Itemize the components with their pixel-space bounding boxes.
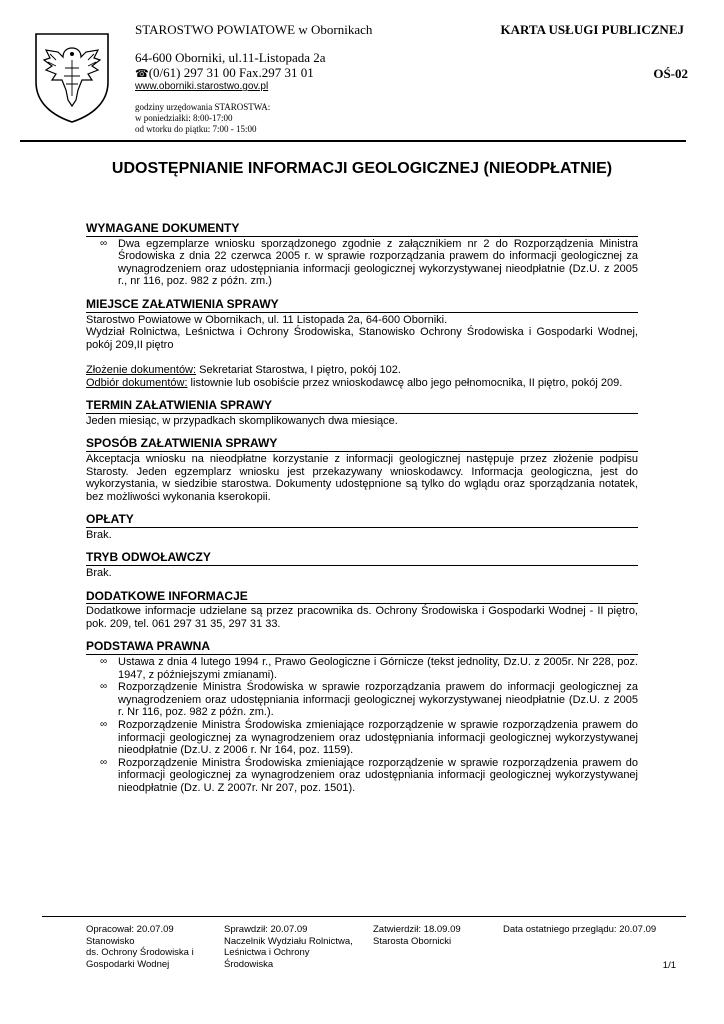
list-item-text: Rozporządzenie Ministra Środowiska zmieniające rozporządzenie w sprawie rozporządzenia prawem do informacji geologicznej za wynagrodzeniem oraz udostępniania informacji geologicznej wykorzystywanej nieodpłatnie (Dz. U. Z 2007r. Nr 207, poz. 1501). [118,756,638,794]
header-divider [20,140,686,142]
section-heading: TERMIN ZAŁATWIENIA SPRAWY [86,399,638,414]
submission-info [86,364,638,377]
footer-line: Zatwierdził: 18.09.09 [373,924,461,935]
footer-approved [373,924,493,947]
section-heading: SPOSÓB ZAŁATWIENIA SPRAWY [86,437,638,452]
section-place [86,298,638,389]
phone-icon: ☎ [135,68,149,80]
section-text: Akceptacja wniosku na nieodpłatne korzystanie z informacji geologicznej następuje przez złożenie podpisu Starosty. Jeden egzemplarz wniosku jest przekazywany wnioskodawcy. Informacja geologiczna, jest do wykorzystania, w siedzibie starostwa. Dokumenty udostępnione są tylko do wglądu oraz sporządzania notatek, bez możliwości wykonania kserokopii. [86,452,638,503]
place-line-1: Starostwo Powiatowe w Obornikach, ul. 11 Listopada 2a, 64-600 Oborniki. [86,313,448,326]
footer-line: Leśnictwa i Ochrony [224,947,310,958]
footer-line: ds. Ochrony Środowiska i [86,947,194,958]
card-code: OŚ-02 [653,66,688,81]
section-heading: MIEJSCE ZAŁATWIENIA SPRAWY [86,298,638,313]
section-text: Jeden miesiąc, w przypadkach skomplikowanych dwa miesiące. [86,414,398,427]
footer-line: Opracował: 20.07.09 [86,924,174,935]
section-text: Brak. [86,567,112,580]
list-item [100,681,638,719]
hours-line: godziny urzędowania STAROSTWA: [135,102,271,112]
bullet-icon: ∞ [100,719,108,730]
footer-divider [42,916,686,917]
footer-line: Stanowisko [86,935,135,947]
place-line-2: Wydział Rolnictwa, Leśnictwa i Ochrony Środowiska, Stanowisko Ochrony Środowiska i Gospodarki Wodnej, pokój 209,II piętro [86,326,638,351]
list-item [100,238,638,288]
section-text: Brak. [86,528,112,541]
bullet-icon: ∞ [100,656,108,668]
page-title: UDOSTĘPNIANIE INFORMACJI GEOLOGICZNEJ (NIEODPŁATNIE) [111,160,613,177]
page-number: 1/1 [662,960,676,971]
list-item [100,656,638,681]
section-heading: DODATKOWE INFORMACJE [86,590,638,605]
card-title: KARTA USŁUGI PUBLICZNEJ [500,22,684,37]
office-phone: (0/61) 297 31 00 Fax.297 31 01 [148,65,314,80]
card-content [86,222,638,805]
office-hours [135,102,270,135]
section-text: Dodatkowe informacje udzielane są przez pracownika ds. Ochrony Środowiska i Gospodarki Wodnej - II piętro, pok. 209, tel. 061 297 31 35, 297 31 33. [86,605,638,630]
list-item-text: Rozporządzenie Ministra Środowiska w sprawie rozporządzania prawem do informacji geologicznej za wynagrodzeniem oraz udostępniania informacji geologicznej wykorzystywanej nieodpłatnie (Dz.U. z 2005 r. Nr 116, poz. 982 z późn. zm.). [118,681,638,719]
footer-line: Starosta Obornicki [373,935,452,947]
section-additional-info [86,590,638,631]
list-item [100,719,638,757]
footer-line: Sprawdził: 20.07.09 [224,924,308,935]
bullet-icon: ∞ [100,237,108,249]
coat-of-arms-icon [32,30,112,124]
list-item [100,757,638,795]
section-fees [86,513,638,541]
section-deadline [86,399,638,427]
website-link[interactable]: www.oborniki.starostwo.gov.pl [135,81,269,92]
section-appeal [86,551,638,579]
footer-prepared [86,924,216,970]
pickup-info [86,377,638,390]
section-legal-basis [86,640,638,794]
footer-checked [224,924,364,970]
office-name: STAROSTWO POWIATOWE w Obornikach [135,22,373,37]
list-item-text: Ustawa z dnia 4 lutego 1994 r., Prawo Geologiczne i Górnicze (tekst jednolity, Dz.U. z 2005r. Nr 228, poz. 1947, z późniejszymi zmianami). [118,656,638,681]
hours-line: w poniedziałki: 8:00-17:00 [135,113,233,123]
list-item-text: Dwa egzemplarze wniosku sporządzonego zgodnie z załącznikiem nr 2 do Rozporządzenia Ministra Środowiska z dnia 22 czerwca 2005 r. w sprawie rozporządzania prawem do informacji geologicznej za wynagrodzeniem oraz udostępniania informacji geologicznej wykorzystywanej nieodpłatnie (Dz.U. z 2005 r., nr 116, poz. 982 z późn. zm.) [118,237,638,288]
footer-last-review: Data ostatniego przeglądu: 20.07.09 [503,924,657,935]
section-heading: TRYB ODWOŁAWCZY [86,551,638,566]
footer-line: Gospodarki Wodnej [86,958,170,970]
submission-label: Złożenie dokumentów: [86,363,197,376]
bullet-icon: ∞ [100,756,108,768]
office-phone-line [135,65,314,81]
section-heading: OPŁATY [86,513,638,528]
hours-line: od wtorku do piątku: 7:00 - 15:00 [135,124,257,134]
section-required-documents [86,222,638,288]
bullet-icon: ∞ [100,681,108,693]
office-address: 64-600 Oborniki, ul.11-Listopada 2a [135,50,326,65]
submission-text: Sekretariat Starostwa, I piętro, pokój 102. [196,363,401,376]
section-method [86,437,638,503]
footer-line: Naczelnik Wydziału Rolnictwa, [224,935,353,947]
pickup-label: Odbiór dokumentów: [86,376,188,389]
footer-line: Środowiska [224,958,274,970]
section-heading: PODSTAWA PRAWNA [86,640,638,655]
section-heading: WYMAGANE DOKUMENTY [86,222,638,237]
pickup-text: listownie lub osobiście przez wnioskodawcę albo jego pełnomocnika, II piętro, pokój 209. [187,376,623,389]
list-item-text: Rozporządzenie Ministra Środowiska zmieniające rozporządzenie w sprawie rozporządzenia prawem do informacji geologicznej za wynagrodzeniem oraz udostępniania informacji geologicznej wykorzystywanej nieodpłatnie (Dz.U. z 2006 r. Nr 164, poz. 1159). [118,719,638,757]
